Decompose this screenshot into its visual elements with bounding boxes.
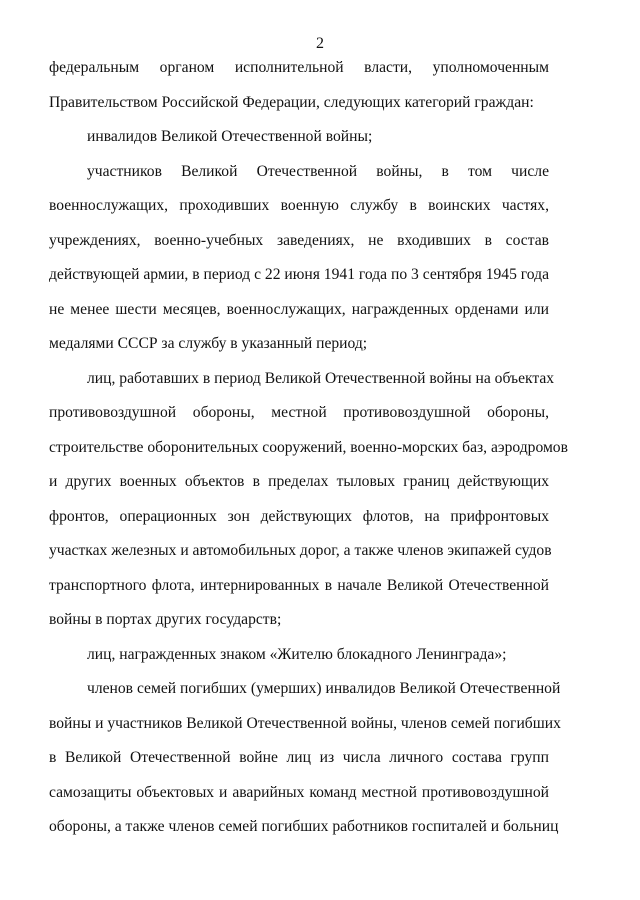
text-line: учреждениях, военно-учебных заведениях, не входивших в состав	[49, 231, 549, 249]
text-line: не менее шести месяцев, военнослужащих, награжденных орденами или	[49, 300, 549, 318]
text-line: самозащиты объектовых и аварийных команд местной противовоздушной	[49, 783, 549, 801]
text-line: войны в портах других государств;	[49, 611, 282, 628]
text-line: Правительством Российской Федерации, следующих категорий граждан:	[49, 93, 534, 111]
text-line: транспортного флота, интернированных в начале Великой Отечественной	[49, 576, 549, 594]
text-line: строительстве оборонительных сооружений, военно-морских баз, аэродромов	[49, 438, 568, 456]
page-number: 2	[316, 35, 324, 52]
text-line: противовоздушной обороны, местной противовоздушной обороны,	[49, 404, 549, 421]
text-line: и других военных объектов в пределах тыловых границ действующих	[49, 473, 549, 490]
text-line: членов семей погибших (умерших) инвалидов Великой Отечественной	[87, 680, 561, 697]
text-line: инвалидов Великой Отечественной войны;	[87, 128, 373, 145]
paragraph	[49, 125, 549, 160]
paragraph	[49, 643, 549, 678]
text-line: обороны, а также членов семей погибших работников госпиталей и больниц	[49, 818, 559, 835]
text-line: в Великой Отечественной войне лиц из числа личного состава групп	[49, 749, 549, 766]
text-line: участках железных и автомобильных дорог, а также членов экипажей судов	[49, 542, 552, 559]
paragraph	[49, 56, 549, 125]
paragraph	[49, 367, 568, 643]
text-line: медалями СССР за службу в указанный период;	[49, 335, 368, 352]
paragraph	[49, 160, 549, 367]
text-line: лиц, работавших в период Великой Отечественной войны на объектах	[87, 369, 555, 387]
paragraph	[49, 677, 561, 850]
text-line: участников Великой Отечественной войны, в том числе	[87, 162, 549, 180]
text-line: войны и участников Великой Отечественной войны, членов семей погибших	[49, 714, 561, 732]
text-line: военнослужащих, проходивших военную службу в воинских частях,	[49, 197, 549, 214]
text-line: лиц, награжденных знаком «Жителю блокадного Ленинграда»;	[87, 645, 507, 663]
document-body	[49, 56, 568, 850]
text-line: действующей армии, в период с 22 июня 1941 года по 3 сентября 1945 года	[49, 266, 549, 283]
text-line: федеральным органом исполнительной власти, уполномоченным	[49, 59, 549, 76]
text-line: фронтов, операционных зон действующих флотов, на прифронтовых	[49, 507, 549, 525]
